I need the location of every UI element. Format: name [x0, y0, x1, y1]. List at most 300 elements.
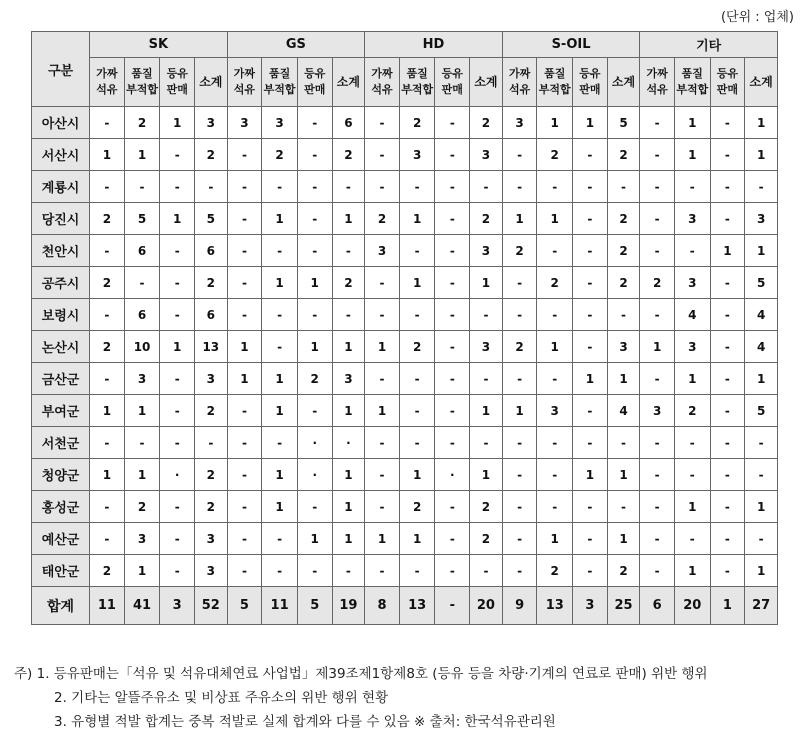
- header-subcol: [502, 58, 537, 107]
- value-cell: 3: [607, 331, 640, 363]
- value-cell: -: [262, 331, 298, 363]
- value-cell: -: [573, 139, 608, 171]
- header-subcol-text: 판매: [304, 83, 326, 96]
- value-cell: 3: [470, 235, 503, 267]
- value-cell: 41: [124, 587, 160, 625]
- value-cell: 1: [537, 331, 573, 363]
- value-cell: -: [745, 459, 778, 491]
- value-cell: 5: [124, 203, 160, 235]
- header-subcol-text: 품질: [544, 67, 566, 80]
- value-cell: -: [502, 523, 537, 555]
- value-cell: 3: [573, 587, 608, 625]
- value-cell: 1: [365, 331, 400, 363]
- value-cell: 5: [745, 395, 778, 427]
- value-cell: -: [195, 427, 228, 459]
- region-cell: 금산군: [32, 363, 90, 395]
- region-cell: 서천군: [32, 427, 90, 459]
- value-cell: -: [470, 299, 503, 331]
- value-cell: 1: [399, 459, 435, 491]
- region-cell: 서산시: [32, 139, 90, 171]
- header-subcol-text: 가짜: [96, 67, 118, 80]
- value-cell: -: [640, 107, 675, 139]
- value-cell: -: [227, 203, 262, 235]
- value-cell: 1: [365, 395, 400, 427]
- region-cell: 청양군: [32, 459, 90, 491]
- value-cell: 3: [262, 107, 298, 139]
- value-cell: -: [607, 491, 640, 523]
- value-cell: -: [262, 171, 298, 203]
- value-cell: 1: [124, 555, 160, 587]
- value-cell: -: [640, 139, 675, 171]
- value-cell: -: [435, 523, 470, 555]
- value-cell: -: [262, 235, 298, 267]
- value-cell: 4: [745, 299, 778, 331]
- value-cell: -: [227, 395, 262, 427]
- value-cell: 1: [90, 395, 125, 427]
- unit-label: (단위 : 업체): [720, 10, 794, 25]
- value-cell: 11: [262, 587, 298, 625]
- value-cell: -: [160, 555, 195, 587]
- value-cell: 1: [90, 459, 125, 491]
- value-cell: -: [502, 555, 537, 587]
- value-cell: 1: [124, 459, 160, 491]
- value-cell: 2: [607, 139, 640, 171]
- value-cell: -: [710, 459, 745, 491]
- header-subcol-text: 소계: [474, 75, 498, 89]
- value-cell: 1: [332, 459, 365, 491]
- value-cell: 1: [262, 267, 298, 299]
- value-cell: -: [470, 555, 503, 587]
- header-subcol-text: 부적합: [676, 83, 709, 96]
- header-subcol: [640, 58, 675, 107]
- value-cell: 1: [674, 363, 710, 395]
- value-cell: -: [537, 491, 573, 523]
- value-cell: 1: [160, 203, 195, 235]
- value-cell: -: [160, 235, 195, 267]
- value-cell: 1: [332, 331, 365, 363]
- value-cell: -: [435, 587, 470, 625]
- region-cell: 부여군: [32, 395, 90, 427]
- value-cell: -: [710, 107, 745, 139]
- value-cell: 1: [745, 555, 778, 587]
- value-cell: -: [297, 107, 332, 139]
- region-cell: 합계: [32, 587, 90, 625]
- region-cell: 공주시: [32, 267, 90, 299]
- value-cell: -: [435, 139, 470, 171]
- value-cell: 1: [745, 491, 778, 523]
- header-subcol-text: 석유: [508, 83, 531, 96]
- header-subcol: [124, 58, 160, 107]
- value-cell: 1: [124, 139, 160, 171]
- value-cell: -: [435, 235, 470, 267]
- value-cell: -: [124, 171, 160, 203]
- table-row: [32, 235, 778, 267]
- table-row: [32, 363, 778, 395]
- value-cell: 1: [674, 555, 710, 587]
- value-cell: 13: [537, 587, 573, 625]
- value-cell: 1: [365, 523, 400, 555]
- header-subcol: [399, 58, 435, 107]
- value-cell: 1: [297, 331, 332, 363]
- header-subcol: [262, 58, 298, 107]
- value-cell: -: [640, 491, 675, 523]
- value-cell: 25: [607, 587, 640, 625]
- value-cell: -: [502, 427, 537, 459]
- value-cell: 3: [195, 363, 228, 395]
- value-cell: 3: [160, 587, 195, 625]
- value-cell: -: [90, 235, 125, 267]
- value-cell: -: [640, 555, 675, 587]
- value-cell: 2: [537, 139, 573, 171]
- table-row: [32, 203, 778, 235]
- value-cell: -: [502, 491, 537, 523]
- value-cell: 27: [745, 587, 778, 625]
- value-cell: -: [262, 299, 298, 331]
- value-cell: 1: [537, 203, 573, 235]
- value-cell: 2: [124, 107, 160, 139]
- value-cell: 1: [227, 363, 262, 395]
- value-cell: -: [160, 523, 195, 555]
- value-cell: 10: [124, 331, 160, 363]
- value-cell: 2: [470, 107, 503, 139]
- value-cell: -: [435, 491, 470, 523]
- value-cell: 1: [607, 363, 640, 395]
- value-cell: -: [640, 523, 675, 555]
- value-cell: -: [745, 427, 778, 459]
- value-cell: -: [227, 459, 262, 491]
- value-cell: -: [573, 235, 608, 267]
- value-cell: 1: [537, 523, 573, 555]
- value-cell: 2: [470, 491, 503, 523]
- value-cell: -: [640, 299, 675, 331]
- value-cell: 5: [607, 107, 640, 139]
- value-cell: 6: [332, 107, 365, 139]
- value-cell: 2: [537, 267, 573, 299]
- value-cell: 2: [607, 235, 640, 267]
- value-cell: -: [227, 299, 262, 331]
- header-subcol-text: 등유: [166, 67, 188, 80]
- value-cell: 1: [573, 107, 608, 139]
- value-cell: -: [573, 555, 608, 587]
- value-cell: 1: [227, 331, 262, 363]
- value-cell: -: [90, 523, 125, 555]
- table-row: [32, 555, 778, 587]
- value-cell: -: [640, 203, 675, 235]
- value-cell: 6: [124, 299, 160, 331]
- header-subcol-text: 품질: [268, 67, 291, 80]
- value-cell: -: [262, 427, 298, 459]
- value-cell: 1: [745, 363, 778, 395]
- value-cell: -: [227, 555, 262, 587]
- value-cell: -: [537, 299, 573, 331]
- value-cell: -: [297, 299, 332, 331]
- value-cell: -: [365, 299, 400, 331]
- header-subcol-text: 품질: [131, 67, 153, 80]
- value-cell: -: [365, 555, 400, 587]
- value-cell: -: [435, 171, 470, 203]
- value-cell: 2: [90, 267, 125, 299]
- table-row: [32, 267, 778, 299]
- value-cell: 2: [332, 267, 365, 299]
- value-cell: -: [160, 491, 195, 523]
- value-cell: -: [710, 267, 745, 299]
- value-cell: -: [435, 107, 470, 139]
- header-subcol: [674, 58, 710, 107]
- region-cell: 아산시: [32, 107, 90, 139]
- value-cell: -: [537, 427, 573, 459]
- value-cell: 9: [502, 587, 537, 625]
- header-subcol: [160, 58, 195, 107]
- value-cell: -: [332, 555, 365, 587]
- value-cell: -: [573, 331, 608, 363]
- header-gubun: 구분: [32, 32, 90, 107]
- value-cell: -: [640, 171, 675, 203]
- value-cell: 1: [607, 459, 640, 491]
- header-group-0: SK: [90, 32, 228, 58]
- value-cell: -: [470, 427, 503, 459]
- value-cell: 2: [195, 395, 228, 427]
- value-cell: 3: [674, 267, 710, 299]
- value-cell: -: [537, 363, 573, 395]
- value-cell: 11: [90, 587, 125, 625]
- value-cell: -: [674, 235, 710, 267]
- value-cell: 1: [262, 459, 298, 491]
- value-cell: -: [502, 363, 537, 395]
- value-cell: 3: [124, 363, 160, 395]
- value-cell: 1: [745, 235, 778, 267]
- value-cell: 4: [745, 331, 778, 363]
- value-cell: 2: [195, 139, 228, 171]
- value-cell: 1: [573, 459, 608, 491]
- value-cell: -: [502, 459, 537, 491]
- value-cell: -: [399, 299, 435, 331]
- value-cell: 2: [195, 267, 228, 299]
- header-subcol: [710, 58, 745, 107]
- value-cell: 2: [607, 555, 640, 587]
- table-row: [32, 331, 778, 363]
- header-subcol-text: 부적합: [401, 83, 434, 96]
- value-cell: -: [573, 299, 608, 331]
- header-subcol-text: 등유: [716, 67, 739, 80]
- header-subcol: [470, 58, 503, 107]
- value-cell: -: [365, 139, 400, 171]
- header-group-2: HD: [365, 32, 503, 58]
- header-subcol: [227, 58, 262, 107]
- value-cell: 3: [365, 235, 400, 267]
- value-cell: -: [710, 555, 745, 587]
- value-cell: -: [332, 299, 365, 331]
- value-cell: -: [90, 299, 125, 331]
- value-cell: -: [262, 523, 298, 555]
- value-cell: 13: [195, 331, 228, 363]
- header-subcol: [745, 58, 778, 107]
- value-cell: 3: [227, 107, 262, 139]
- value-cell: -: [365, 491, 400, 523]
- value-cell: -: [297, 139, 332, 171]
- value-cell: -: [124, 267, 160, 299]
- value-cell: 1: [745, 139, 778, 171]
- region-cell: 논산시: [32, 331, 90, 363]
- value-cell: 1: [297, 267, 332, 299]
- header-subcol-text: 등유: [304, 67, 326, 80]
- value-cell: -: [90, 491, 125, 523]
- value-cell: -: [435, 267, 470, 299]
- value-cell: 8: [365, 587, 400, 625]
- value-cell: -: [297, 555, 332, 587]
- region-cell: 계룡시: [32, 171, 90, 203]
- header-subcol: [365, 58, 400, 107]
- header-subcol: [607, 58, 640, 107]
- value-cell: 1: [262, 363, 298, 395]
- value-cell: -: [227, 171, 262, 203]
- header-subcol-text: 판매: [716, 83, 739, 96]
- value-cell: 3: [195, 555, 228, 587]
- value-cell: -: [399, 235, 435, 267]
- value-cell: -: [297, 235, 332, 267]
- header-subcol-text: 가짜: [371, 67, 393, 80]
- value-cell: ·: [297, 427, 332, 459]
- value-cell: ·: [297, 459, 332, 491]
- value-cell: -: [573, 491, 608, 523]
- value-cell: -: [502, 267, 537, 299]
- value-cell: 2: [332, 139, 365, 171]
- value-cell: -: [640, 363, 675, 395]
- value-cell: 2: [607, 267, 640, 299]
- value-cell: -: [365, 363, 400, 395]
- value-cell: 1: [710, 235, 745, 267]
- table-row: [32, 171, 778, 203]
- header-group-4: 기타: [640, 32, 778, 58]
- table-row: [32, 427, 778, 459]
- value-cell: -: [710, 171, 745, 203]
- value-cell: 2: [365, 203, 400, 235]
- value-cell: ·: [435, 459, 470, 491]
- value-cell: -: [399, 171, 435, 203]
- header-subcol-text: 가짜: [508, 67, 531, 80]
- value-cell: 2: [262, 139, 298, 171]
- value-cell: 2: [399, 491, 435, 523]
- value-cell: -: [710, 203, 745, 235]
- value-cell: -: [674, 523, 710, 555]
- value-cell: -: [399, 395, 435, 427]
- value-cell: -: [573, 267, 608, 299]
- table-row: [32, 395, 778, 427]
- value-cell: 1: [262, 491, 298, 523]
- value-cell: -: [160, 427, 195, 459]
- header-subcol-text: 품질: [681, 67, 703, 80]
- header-subcol-text: 소계: [336, 75, 360, 89]
- table-row: [32, 299, 778, 331]
- header-group-1: GS: [227, 32, 365, 58]
- footnote-2: 2. 기타는 알뜰주유소 및 비상표 주유소의 위반 행위 현황: [54, 690, 389, 706]
- value-cell: -: [710, 491, 745, 523]
- value-cell: 1: [399, 203, 435, 235]
- value-cell: 6: [640, 587, 675, 625]
- table-row: [32, 139, 778, 171]
- value-cell: 1: [674, 139, 710, 171]
- value-cell: 2: [607, 203, 640, 235]
- value-cell: 3: [124, 523, 160, 555]
- value-cell: 19: [332, 587, 365, 625]
- value-cell: 5: [227, 587, 262, 625]
- value-cell: 2: [195, 459, 228, 491]
- value-cell: -: [365, 459, 400, 491]
- value-cell: 3: [674, 203, 710, 235]
- value-cell: 1: [502, 395, 537, 427]
- value-cell: 2: [537, 555, 573, 587]
- value-cell: 6: [124, 235, 160, 267]
- value-cell: -: [435, 203, 470, 235]
- value-cell: 2: [297, 363, 332, 395]
- table-row: [32, 459, 778, 491]
- value-cell: 3: [640, 395, 675, 427]
- table-row: [32, 491, 778, 523]
- value-cell: -: [227, 139, 262, 171]
- value-cell: -: [537, 235, 573, 267]
- value-cell: 2: [90, 331, 125, 363]
- value-cell: 1: [297, 523, 332, 555]
- header-subcol: [195, 58, 228, 107]
- header-subcol: [297, 58, 332, 107]
- value-cell: -: [195, 171, 228, 203]
- value-cell: 4: [607, 395, 640, 427]
- header-subcol-text: 판매: [441, 83, 463, 96]
- value-cell: 52: [195, 587, 228, 625]
- header-subcol-text: 부적합: [263, 83, 296, 96]
- value-cell: -: [710, 395, 745, 427]
- value-cell: -: [435, 363, 470, 395]
- region-cell: 보령시: [32, 299, 90, 331]
- value-cell: 1: [674, 107, 710, 139]
- value-cell: 3: [195, 523, 228, 555]
- value-cell: -: [90, 427, 125, 459]
- value-cell: 1: [573, 363, 608, 395]
- value-cell: -: [365, 171, 400, 203]
- footnote-1: 주) 1. 등유판매는「석유 및 석유대체연료 사업법」제39조제1항제8호 (등유 등을 차량·기계의 연료로 판매) 위반 행위: [14, 666, 708, 682]
- value-cell: -: [227, 267, 262, 299]
- value-cell: -: [160, 267, 195, 299]
- header-subcol-text: 판매: [166, 83, 188, 96]
- value-cell: -: [227, 491, 262, 523]
- value-cell: -: [710, 331, 745, 363]
- value-cell: 3: [745, 203, 778, 235]
- value-cell: 2: [502, 331, 537, 363]
- value-cell: 6: [195, 235, 228, 267]
- value-cell: -: [399, 363, 435, 395]
- value-cell: ·: [332, 427, 365, 459]
- value-cell: 3: [674, 331, 710, 363]
- value-cell: 1: [332, 523, 365, 555]
- value-cell: 1: [399, 523, 435, 555]
- value-cell: -: [640, 459, 675, 491]
- value-cell: -: [297, 491, 332, 523]
- value-cell: -: [262, 555, 298, 587]
- value-cell: 1: [470, 267, 503, 299]
- value-cell: 2: [470, 523, 503, 555]
- header-subcol-text: 등유: [441, 67, 463, 80]
- value-cell: -: [332, 171, 365, 203]
- value-cell: 1: [262, 203, 298, 235]
- footnotes: [14, 662, 708, 734]
- value-cell: 1: [124, 395, 160, 427]
- value-cell: -: [399, 555, 435, 587]
- value-cell: -: [332, 235, 365, 267]
- value-cell: -: [160, 171, 195, 203]
- value-cell: 20: [674, 587, 710, 625]
- total-row: [32, 587, 778, 625]
- value-cell: -: [573, 523, 608, 555]
- header-subcol-text: 석유: [96, 83, 118, 96]
